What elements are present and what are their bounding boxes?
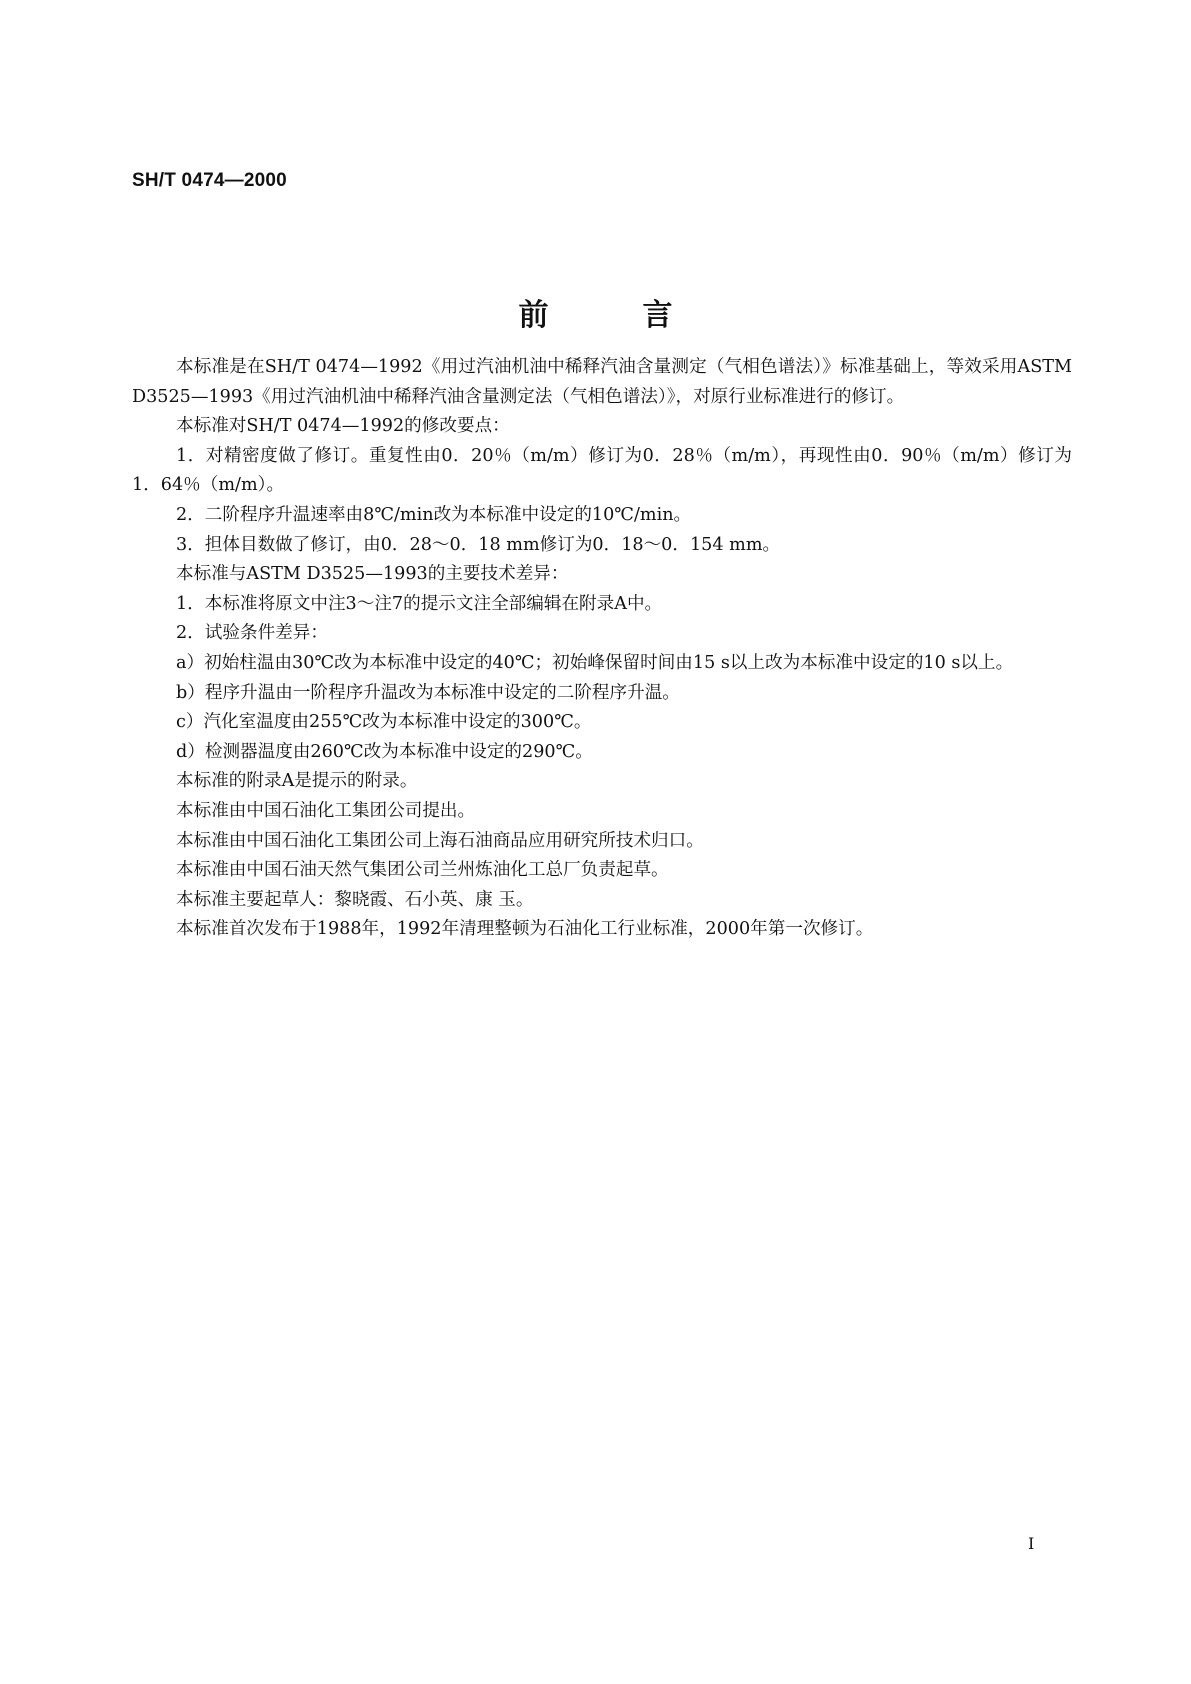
paragraph-technical-owner: 本标准由中国石油化工集团公司上海石油商品应用研究所技术归口。 xyxy=(176,830,704,851)
page-title: 前言 xyxy=(518,298,767,333)
paragraph-change-1: 1．对精密度做了修订。重复性由0．20％（m/m）修订为0．28％（m/m），再现性由0．90％（m/m）修订为1．64％（m/m）。 xyxy=(132,445,1072,496)
paragraph-condition-d: d）检测器温度由260℃改为本标准中设定的290℃。 xyxy=(176,741,593,762)
paragraph-history: 本标准首次发布于1988年，1992年清理整顿为石油化工行业标准，2000年第一次修订。 xyxy=(176,919,874,940)
paragraph-condition-b: b）程序升温由一阶程序升温改为本标准中设定的二阶程序升温。 xyxy=(176,682,680,703)
standard-code: SH/T 0474—2000 xyxy=(132,170,287,191)
foreword-body xyxy=(132,353,1072,945)
paragraph-appendix: 本标准的附录A是提示的附录。 xyxy=(176,771,418,792)
page-number: I xyxy=(1028,1534,1035,1553)
paragraph-drafting-unit: 本标准由中国石油天然气集团公司兰州炼油化工总厂负责起草。 xyxy=(176,860,669,881)
paragraph-proposer: 本标准由中国石油化工集团公司提出。 xyxy=(176,800,476,821)
paragraph-difference-2: 2．试验条件差异： xyxy=(176,623,328,644)
paragraph-drafters: 本标准主要起草人：黎晓霞、石小英、康 玉。 xyxy=(176,889,534,910)
paragraph-condition-c: c）汽化室温度由255℃改为本标准中设定的300℃。 xyxy=(176,712,592,733)
paragraph-condition-a: a）初始柱温由30℃改为本标准中设定的40℃；初始峰保留时间由15 s以上改为本标准中设定的10 s以上。 xyxy=(176,652,1014,673)
paragraph-intro: 本标准是在SH/T 0474—1992《用过汽油机油中稀释汽油含量测定（气相色谱法）》标准基础上，等效采用ASTM D3525—1993《用过汽油机油中稀释汽油含量测定法（气相色谱法）》，对原行业标准进行的修订。 xyxy=(132,357,1072,407)
paragraph-change-3: 3．担体目数做了修订，由0．28～0．18 mm修订为0．18～0．154 mm。 xyxy=(176,534,781,555)
paragraph-differences-heading: 本标准与ASTM D3525—1993的主要技术差异： xyxy=(176,564,569,585)
paragraph-change-2: 2．二阶程序升温速率由8℃/min改为本标准中设定的10℃/min。 xyxy=(176,504,692,525)
paragraph-changes-heading: 本标准对SH/T 0474—1992的修改要点： xyxy=(176,416,510,437)
paragraph-difference-1: 1．本标准将原文中注3～注7的提示文注全部编辑在附录A中。 xyxy=(176,593,663,614)
